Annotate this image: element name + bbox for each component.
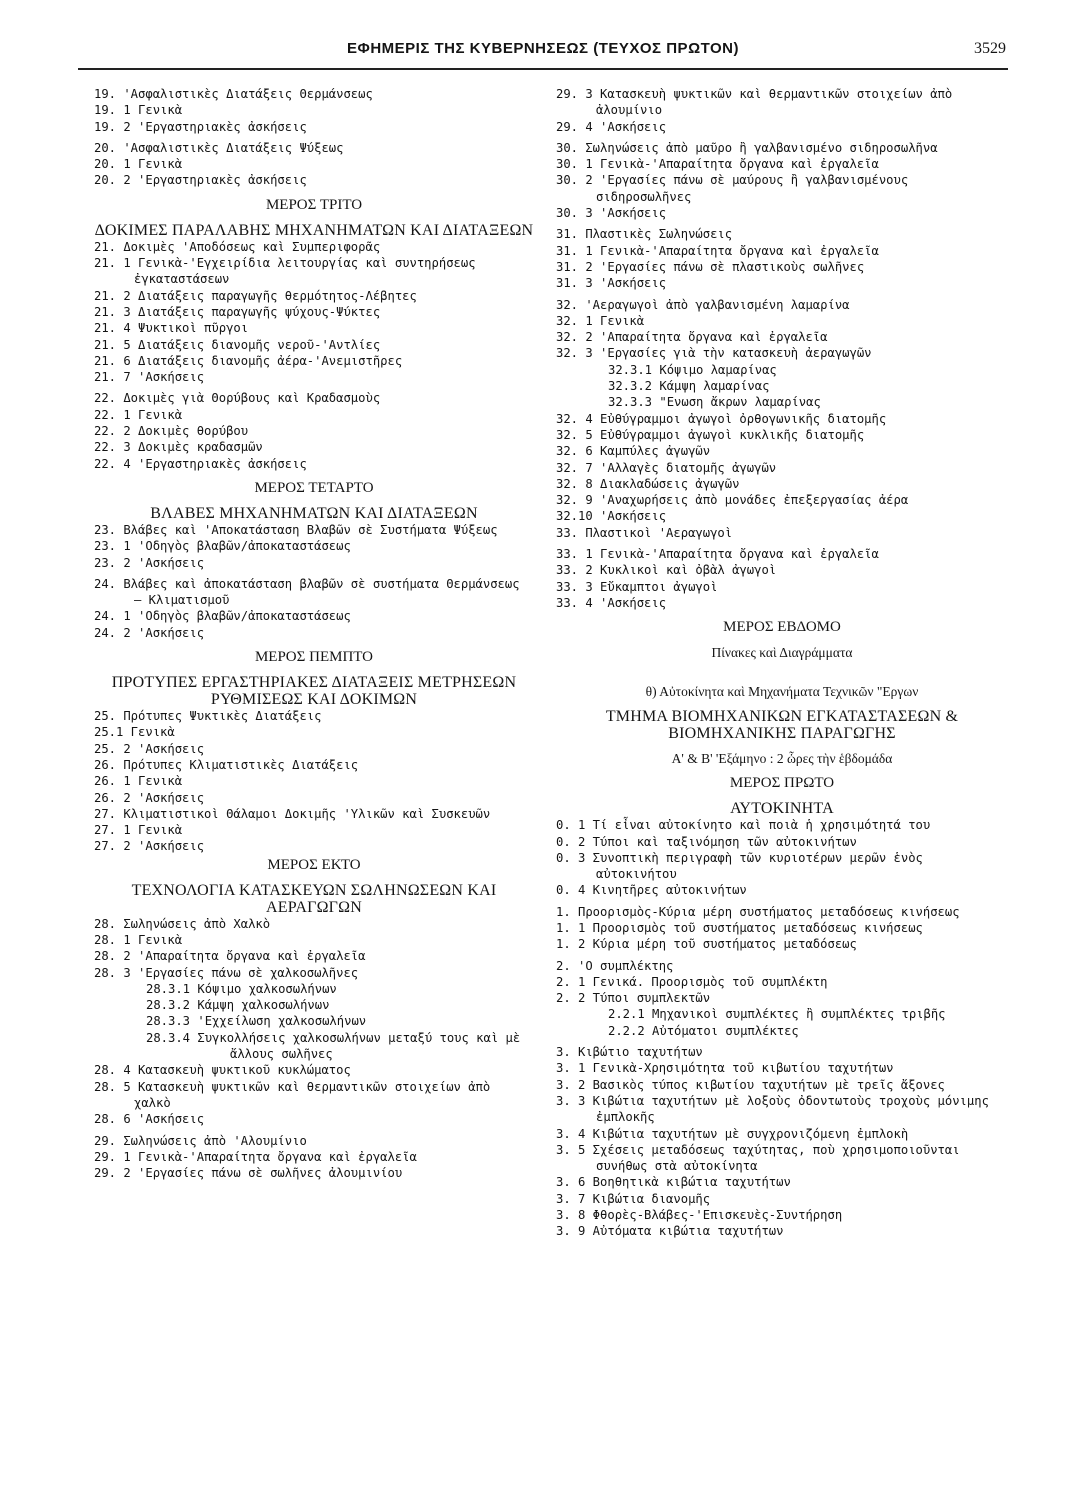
- outline-entry: 22. 2 Δοκιμὲς θορύβου: [94, 424, 249, 439]
- outline-entry: 3. 6 Βοηθητικὰ κιβώτια ταχυτήτων: [556, 1175, 791, 1190]
- outline-entry: 3. 8 Φθορὲς-Βλάβες-'Επισκευὲς-Συντήρηση: [556, 1208, 843, 1223]
- outline-entry: 0. 1 Τί εἶναι αὐτοκίνητο καὶ ποιὰ ἡ χρησιμότητά του: [556, 818, 931, 833]
- outline-entry: 33. 4 'Ασκήσεις: [556, 595, 667, 610]
- outline-entry: 1. 2 Κύρια μέρη τοῦ συστήματος μεταδόσεως: [556, 937, 857, 952]
- section-heading: ΜΕΡΟΣ ΤΡΙΤΟ: [265, 196, 363, 213]
- outline-entry: 32. 6 Καμπύλες ἀγωγῶν: [556, 444, 711, 459]
- outline-entry: 28. 6 'Ασκήσεις: [94, 1112, 205, 1127]
- outline-entry: 20. 2 'Εργαστηριακὲς ἀσκήσεις: [94, 173, 307, 188]
- page-header: [78, 40, 1008, 70]
- outline-entry: 28. 2 'Απαραίτητα ὄργανα καὶ ἐργαλεῖα: [94, 949, 366, 964]
- outline-entry: 20. 1 Γενικὰ: [94, 157, 183, 172]
- outline-entry: 19. 1 Γενικὰ: [94, 103, 183, 118]
- subsection-entry: 28.3.4 Συγκολλήσεις χαλκοσωλήνων μεταξύ τους καὶ μὲ ἄλλους σωλῆνες: [146, 1030, 521, 1062]
- subsection-entry: 32.3.1 Κόψιμο λαμαρίνας: [608, 362, 777, 377]
- outline-entry: 30. Σωληνώσεις ἀπὸ μαῦρο ἢ γαλβανισμένο σιδηροσωλῆνα: [556, 140, 938, 155]
- outline-entry: 31. 2 'Εργασίες πάνω σὲ πλαστικοὺς σωλῆνες: [556, 259, 865, 274]
- outline-entry: 28. 4 Κατασκευὴ ψυκτικοῦ κυκλώματος: [94, 1063, 351, 1078]
- outline-entry: 21. 5 Διατάξεις διανομῆς νεροῦ-'Αντλίες: [94, 337, 381, 352]
- section-heading: ΤΕΧΝΟΛΟΓΙΑ ΚΑΤΑΣΚΕΥΩΝ ΣΩΛΗΝΩΣΕΩΝ ΚΑΙ ΑΕΡΑΓΩΓΩΝ: [131, 881, 497, 916]
- outline-entry: 23. 1 'Οδηγὸς βλαβῶν/ἀποκαταστάσεως: [94, 539, 351, 554]
- section-heading: Πίνακες καὶ Διαγράμματα: [711, 645, 853, 661]
- outline-entry: 0. 2 Τύποι καὶ ταξινόμηση τῶν αὐτοκινήτων: [556, 834, 857, 849]
- outline-entry: 3. 3 Κιβώτια ταχυτήτων μὲ λοξοὺς ὀδοντωτοὺς τροχοὺς μόνιμης ἐμπλοκῆς: [556, 1093, 989, 1125]
- outline-entry: 31. 1 Γενικὰ-'Απαραίτητα ὄργανα καὶ ἐργαλεῖα: [556, 243, 879, 258]
- outline-entry: 32. 3 'Εργασίες γιὰ τὴν κατασκευὴ ἀεραγωγῶν: [556, 346, 872, 361]
- outline-entry: 27. Κλιματιστικοὶ Θάλαμοι Δοκιμῆς 'Υλικῶν καὶ Συσκευῶν: [94, 806, 491, 821]
- outline-entry: 28. 5 Κατασκευὴ ψυκτικῶν καὶ θερμαντικῶν στοιχείων ἀπὸ χαλκὸ: [94, 1079, 491, 1110]
- section-heading: ΑΥΤΟΚΙΝΗΤΑ: [730, 800, 834, 818]
- outline-entry: 32. 1 Γενικὰ: [556, 313, 645, 328]
- outline-entry: 27. 2 'Ασκήσεις: [94, 839, 205, 854]
- outline-entry: 26. Πρότυπες Κλιματιστικὲς Διατάξεις: [94, 757, 359, 772]
- outline-entry: 29. Σωληνώσεις ἀπὸ 'Αλουμίνιο: [94, 1133, 307, 1148]
- outline-entry: 22. 1 Γενικὰ: [94, 407, 183, 422]
- outline-entry: 25. Πρότυπες Ψυκτικὲς Διατάξεις: [94, 709, 322, 724]
- outline-entry: 29. 4 'Ασκήσεις: [556, 119, 667, 134]
- outline-entry: 2. 2 Τύποι συμπλεκτῶν: [556, 991, 711, 1006]
- outline-entry: 26. 1 Γενικὰ: [94, 774, 183, 789]
- outline-entry: 32. 8 Διακλαδώσεις ἀγωγῶν: [556, 476, 740, 491]
- section-heading: ΜΕΡΟΣ ΕΒΔΟΜΟ: [723, 619, 841, 636]
- section-heading: ΔΟΚΙΜΕΣ ΠΑΡΑΛΑΒΗΣ ΜΗΧΑΝΗΜΑΤΩΝ ΚΑΙ ΔΙΑΤΑΞΕΩΝ: [94, 221, 534, 239]
- outline-entry: 26. 2 'Ασκήσεις: [94, 790, 205, 805]
- outline-entry: 3. 4 Κιβώτια ταχυτήτων μὲ συγχρονιζόμενη ἐμπλοκὴ: [556, 1126, 909, 1141]
- subsection-entry: 28.3.3 'Εχχείλωση χαλκοσωλήνων: [146, 1014, 367, 1029]
- outline-entry: 3. Κιβώτιο ταχυτήτων: [556, 1045, 703, 1060]
- outline-entry: 32.10 'Ασκήσεις: [556, 509, 667, 524]
- outline-entry: 33. 2 Κυκλικοὶ καὶ ὀβὰλ ἀγωγοὶ: [556, 563, 777, 578]
- outline-entry: 33. Πλαστικοὶ 'Αεραγωγοὶ: [556, 525, 733, 540]
- outline-entry: 31. Πλαστικὲς Σωληνώσεις: [556, 227, 733, 242]
- running-title: ΕΦΗΜΕΡΙΣ ΤΗΣ ΚΥΒΕΡΝΗΣΕΩΣ (ΤΕΥΧΟΣ ΠΡΩΤΟΝ): [347, 40, 739, 57]
- subsection-entry: 2.2.2 Αὐτόματοι συμπλέκτες: [608, 1023, 799, 1038]
- outline-entry: 30. 2 'Εργασίες πάνω σὲ μαύρους ἢ γαλβανισμένους σιδηροσωλῆνες: [556, 173, 909, 204]
- left-column: [94, 86, 534, 1181]
- outline-entry: 21. 1 Γενικὰ-'Εγχειρίδια λειτουργίας καὶ συντηρήσεως ἐγκαταστάσεων: [94, 256, 476, 287]
- outline-entry: 22. Δοκιμὲς γιὰ Θορύβους καὶ Κραδασμοὺς: [94, 391, 381, 406]
- outline-entry: 32. 7 'Αλλαγὲς διατομῆς ἀγωγῶν: [556, 460, 777, 475]
- outline-entry: 1. Προορισμὸς-Κύρια μέρη συστήματος μεταδόσεως κινήσεως: [556, 904, 960, 919]
- outline-entry: 29. 3 Κατασκευὴ ψυκτικῶν καὶ θερμαντικῶν στοιχείων ἀπὸ ἀλουμίνιο: [556, 87, 953, 118]
- outline-entry: 33. 3 Εὔκαμπτοι ἀγωγοὶ: [556, 579, 718, 594]
- outline-entry: 0. 4 Κινητῆρες αὐτοκινήτων: [556, 883, 747, 898]
- outline-entry: 21. 3 Διατάξεις παραγωγῆς ψύχους-Ψύκτες: [94, 304, 381, 319]
- subsection-entry: 28.3.2 Κάμψη χαλκοσωλήνων: [146, 998, 330, 1013]
- outline-entry: 21. 2 Διατάξεις παραγωγῆς θερμότητος-Λέβητες: [94, 288, 417, 303]
- outline-entry: 31. 3 'Ασκήσεις: [556, 276, 667, 291]
- outline-entry: 32. 5 Εὐθύγραμμοι ἀγωγοὶ κυκλικῆς διατομῆς: [556, 427, 865, 442]
- outline-entry: 28. 3 'Εργασίες πάνω σὲ χαλκοσωλῆνες: [94, 965, 359, 980]
- outline-entry: 30. 3 'Ασκήσεις: [556, 206, 667, 221]
- outline-entry: 24. 2 'Ασκήσεις: [94, 625, 205, 640]
- outline-entry: 0. 3 Συνοπτικὴ περιγραφὴ τῶν κυριοτέρων μερῶν ἑνὸς αὐτοκινήτου: [556, 850, 923, 882]
- outline-entry: 21. 7 'Ασκήσεις: [94, 370, 205, 385]
- outline-entry: 22. 4 'Εργαστηριακὲς ἀσκήσεις: [94, 456, 307, 471]
- outline-entry: 23. Βλάβες καὶ 'Αποκατάσταση Βλαβῶν σὲ Συστήματα Ψύξεως: [94, 522, 498, 537]
- outline-entry: 24. Βλάβες καὶ ἀποκατάσταση βλαβῶν σὲ συστήματα Θερμάνσεως – Κλιματισμοῦ: [94, 576, 520, 608]
- outline-entry: 32. 4 Εὐθύγραμμοι ἀγωγοὶ ὀρθογωνικῆς διατομῆς: [556, 411, 887, 426]
- outline-entry: 28. Σωληνώσεις ἀπὸ Χαλκὸ: [94, 916, 271, 931]
- outline-entry: 32. 2 'Απαραίτητα ὄργανα καὶ ἐργαλεῖα: [556, 330, 828, 345]
- outline-entry: 19. 2 'Εργαστηριακὲς ἀσκήσεις: [94, 119, 307, 134]
- outline-entry: 21. 6 Διατάξεις διανομῆς ἀέρα-'Ανεμιστῆρες: [94, 353, 403, 368]
- section-heading: ΒΛΑΒΕΣ ΜΗΧΑΝΗΜΑΤΩΝ ΚΑΙ ΔΙΑΤΑΞΕΩΝ: [150, 504, 478, 522]
- outline-entry: 32. 9 'Αναχωρήσεις ἀπὸ μονάδες ἐπεξεργασίας ἀέρα: [556, 493, 909, 508]
- section-heading: ΠΡΟΤΥΠΕΣ ΕΡΓΑΣΤΗΡΙΑΚΕΣ ΔΙΑΤΑΞΕΙΣ ΜΕΤΡΗΣΕΩΝ ΡΥΘΜΙΣΕΩΣ ΚΑΙ ΔΟΚΙΜΩΝ: [111, 674, 517, 709]
- outline-entry: 25. 2 'Ασκήσεις: [94, 741, 205, 756]
- section-heading: θ) Αὐτοκίνητα καὶ Μηχανήματα Τεχνικῶν "Εργων: [645, 684, 919, 700]
- section-heading: ΜΕΡΟΣ ΠΡΩΤΟ: [729, 775, 835, 792]
- outline-entry: 3. 1 Γενικὰ-Χρησιμότητα τοῦ κιβωτίου ταχυτήτων: [556, 1061, 894, 1076]
- outline-entry: 27. 1 Γενικὰ: [94, 823, 183, 838]
- page-number: 3529: [974, 40, 1006, 57]
- outline-entry: 2. 1 Γενικά. Προορισμὸς τοῦ συμπλέκτη: [556, 974, 828, 989]
- outline-entry: 24. 1 'Οδηγὸς βλαβῶν/ἀποκαταστάσεως: [94, 609, 351, 624]
- outline-entry: 33. 1 Γενικὰ-'Απαραίτητα ὄργανα καὶ ἐργαλεῖα: [556, 547, 879, 562]
- outline-entry: 32. 'Αεραγωγοὶ ἀπὸ γαλβανισμένη λαμαρίνα: [556, 297, 850, 312]
- subsection-entry: 32.3.2 Κάμψη λαμαρίνας: [608, 379, 770, 394]
- outline-entry: 21. 4 Ψυκτικοὶ πῦργοι: [94, 321, 249, 336]
- outline-entry: 25.1 Γενικὰ: [94, 725, 175, 740]
- outline-entry: 2. 'Ο συμπλέκτης: [556, 958, 674, 973]
- section-heading: ΤΜΗΜΑ ΒΙΟΜΗΧΑΝΙΚΩΝ ΕΓΚΑΤΑΣΤΑΣΕΩΝ & ΒΙΟΜΗΧΑΝΙΚΗΣ ΠΑΡΑΓΩΓΗΣ: [605, 708, 959, 743]
- outline-entry: 29. 1 Γενικὰ-'Απαραίτητα ὄργανα καὶ ἐργαλεῖα: [94, 1149, 417, 1164]
- outline-entry: 3. 2 Βασικὸς τύπος κιβωτίου ταχυτήτων μὲ τρεῖς ἄξονες: [556, 1077, 945, 1092]
- outline-entry: 20. 'Ασφαλιστικὲς Διατάξεις Ψύξεως: [94, 140, 344, 155]
- outline-entry: 19. 'Ασφαλιστικὲς Διατάξεις Θερμάνσεως: [94, 87, 373, 101]
- outline-entry: 3. 5 Σχέσεις μεταδόσεως ταχύτητας, ποὺ χρησιμοποιοῦνται συνήθως στὰ αὐτοκίνητα: [556, 1142, 960, 1174]
- outline-entry: 21. Δοκιμὲς 'Αποδόσεως καὶ Συμπεριφορᾶς: [94, 239, 381, 254]
- section-heading: Α' & Β' 'Εξάμηνο : 2 ὧρες τὴν ἑβδομάδα: [671, 751, 893, 767]
- outline-entry: 28. 1 Γενικὰ: [94, 932, 183, 947]
- section-heading: ΜΕΡΟΣ ΤΕΤΑΡΤΟ: [254, 479, 374, 496]
- section-heading: ΜΕΡΟΣ ΠΕΜΠΤΟ: [254, 649, 374, 666]
- subsection-entry: 28.3.1 Κόψιμο χαλκοσωλήνων: [146, 981, 337, 996]
- outline-entry: 29. 2 'Εργασίες πάνω σὲ σωλῆνες ἀλουμινίου: [94, 1166, 403, 1181]
- right-column: [556, 86, 1008, 1240]
- subsection-entry: 32.3.3 "Ενωση ἄκρων λαμαρίνας: [608, 395, 821, 410]
- outline-entry: 23. 2 'Ασκήσεις: [94, 555, 205, 570]
- subsection-entry: 2.2.1 Μηχανικοὶ συμπλέκτες ἢ συμπλέκτες τριβῆς: [608, 1007, 946, 1022]
- section-heading: ΜΕΡΟΣ ΕΚΤΟ: [267, 856, 361, 873]
- outline-entry: 30. 1 Γενικὰ-'Απαραίτητα ὄργανα καὶ ἐργαλεῖα: [556, 157, 879, 172]
- outline-entry: 3. 9 Αὐτόματα κιβώτια ταχυτήτων: [556, 1224, 784, 1239]
- outline-entry: 1. 1 Προορισμὸς τοῦ συστήματος μεταδόσεως κινήσεως: [556, 920, 923, 935]
- outline-entry: 3. 7 Κιβώτια διανομῆς: [556, 1191, 711, 1206]
- outline-entry: 22. 3 Δοκιμὲς κραδασμῶν: [94, 440, 263, 455]
